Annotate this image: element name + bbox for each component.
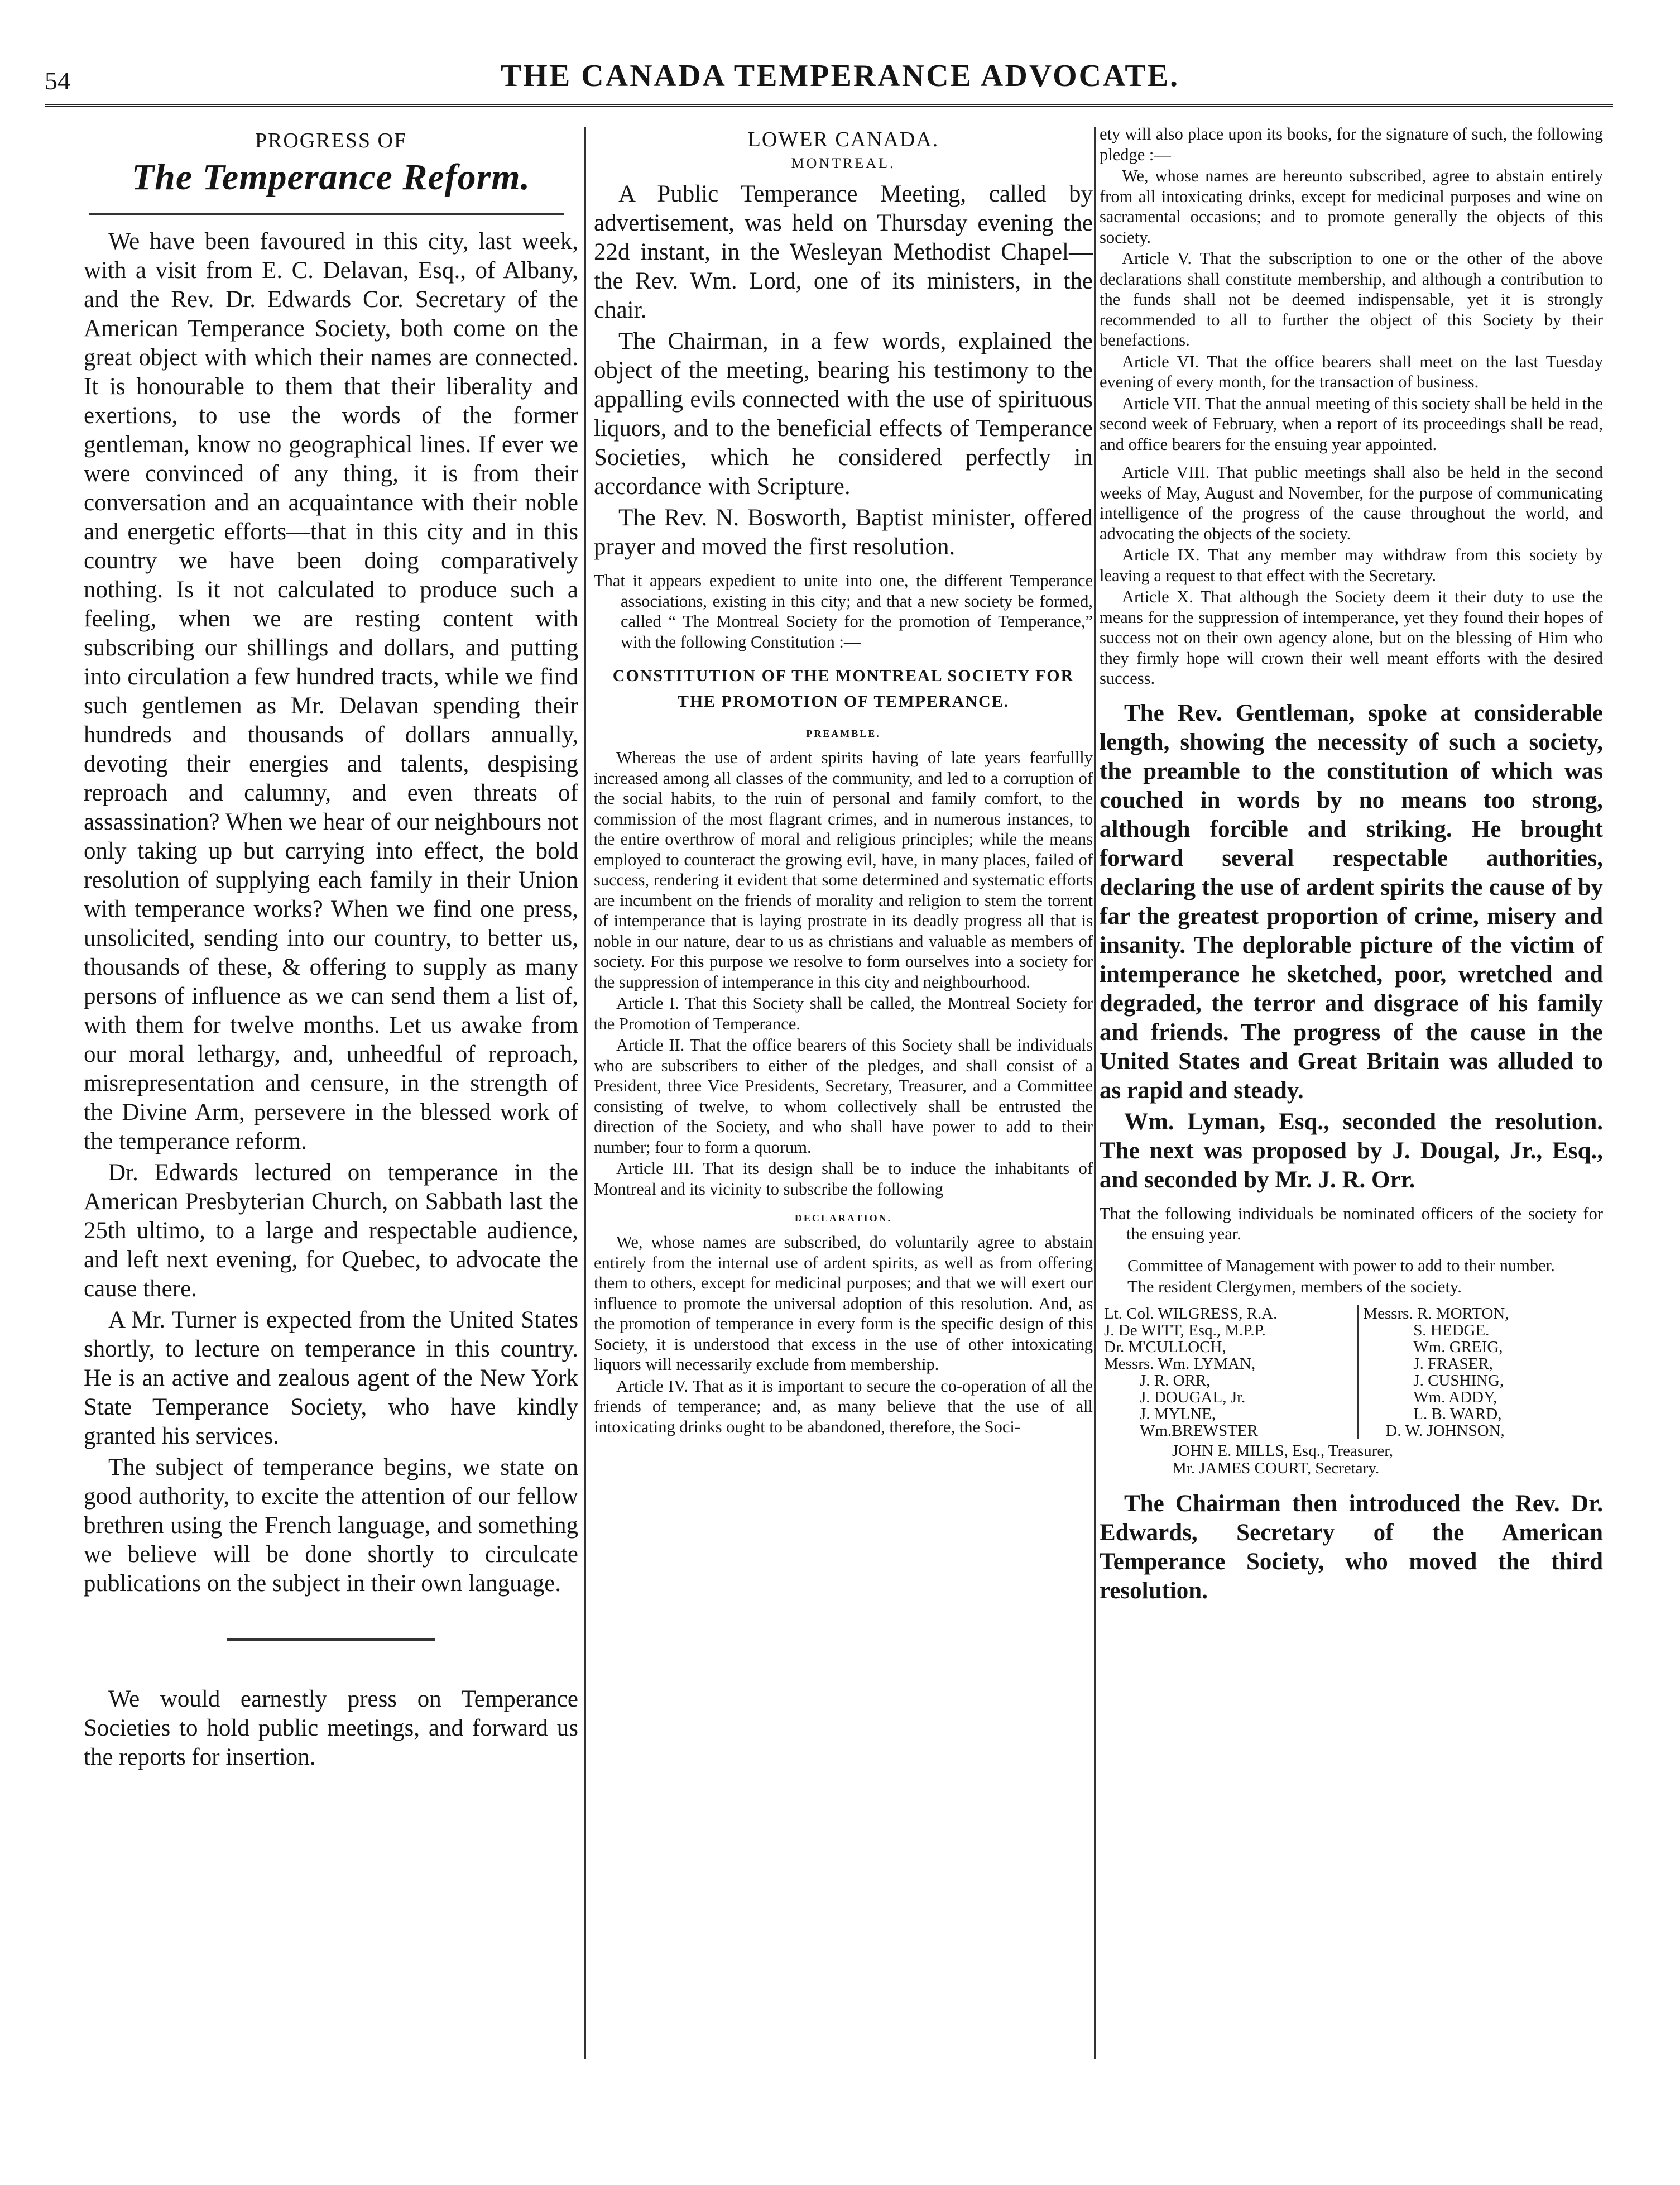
resolution-text: That it appears expedient to unite into one, the different Temperance associations, existing in this city; and that a new society be formed, called “ The Montreal Society for the promotion of Temperance,” with the following Constitution :— [594,571,1093,651]
committee-text: Committee of Management with power to add to their number. [1127,1256,1555,1275]
article-text: Article VIII. That public meetings shall also be held in the second weeks of May, August and November, for the purpose of communicating intelligence of the progress of the cause throughout the world, and advocating the objects of the society. [1100,463,1603,543]
article-text: Article II. That the office bearers of this Society shall be individuals who are subscribers to either of the pledges, and shall consist of a President, three Vice Presidents, Secretary, Treasurer, and a Committee consisting of twelve, to whom collectively shall be entrusted the direction of the Society, and who shall have power to add to their number; four to form a quorum. [594,1036,1093,1157]
officer-name: J. CUSHING, [1413,1371,1504,1389]
officer-name: Messrs. R. MORTON, [1363,1304,1509,1322]
article-kicker: PROGRESS OF [255,129,407,152]
article-text: Article I. That this Society shall be called, the Montreal Society for the Promotion of Temperance. [594,994,1093,1033]
column-middle [594,124,1093,1438]
officer-name: L. B. WARD, [1413,1405,1502,1423]
officer-name: S. HEDGE. [1413,1321,1490,1339]
header-rule [45,104,1613,107]
paragraph: The Rev. N. Bosworth, Baptist minister, offered prayer and moved the first resolution. [594,505,1093,560]
officer-name: D. W. JOHNSON, [1385,1421,1505,1440]
place-heading: MONTREAL. [791,155,896,171]
article-text: Article X. That although the Society deem it their duty to use the means for the suppression of intemperance, yet they found their hopes of success not on their own agency alone, but on the blessing of Him who they firmly hope will crown their well meant efforts with the desired success. [1100,587,1603,688]
article-text: Article VI. That the office bearers shall meet on the last Tuesday evening of every month, for the transaction of business. [1100,352,1603,391]
article-title: The Temperance Reform. [131,157,531,198]
officers-right [1359,1305,1603,1439]
speech-paragraph: Wm. Lyman, Esq., seconded the resolution. The next was proposed by J. Dougal, Jr., Esq., and seconded by Mr. J. R. Orr. [1100,1108,1603,1193]
clergy-text: The resident Clergymen, members of the society. [1127,1277,1462,1296]
section-divider [227,1638,435,1641]
article-text: Article IV. That as it is important to secure the co-operation of all the friends of temperance; and, as many believe that the use of all intoxicating drinks ought to be abandoned, therefore, the Soci- [594,1376,1093,1436]
paragraph: A Mr. Turner is expected from the United States shortly, to lecture on temperance in this country. He is an active and zealous agent of the New York State Temperance Society, who have kindly granted his services. [84,1307,578,1449]
secretary-line: Mr. JAMES COURT, Secretary. [1172,1459,1380,1477]
officer-name: J. MYLNE, [1140,1405,1216,1423]
constitution-heading: CONSTITUTION OF THE MONTREAL SOCIETY FOR THE PROMOTION OF TEMPERANCE. [612,667,1074,711]
pledge-text: We, whose names are hereunto subscribed, agree to abstain entirely from all intoxicating drinks, except for medicinal purposes and wine on sacramental occasions; and to promote generally the objects of this society. [1100,166,1603,247]
article-text: Article VII. That the annual meeting of this society shall be held in the second week of February, when a report of its proceedings shall be read, and office bearers for the ensuing year appointed. [1100,394,1603,454]
officer-name: J. R. ORR, [1140,1371,1211,1389]
officer-name: J. DOUGAL, Jr. [1140,1388,1246,1406]
speech-paragraph: The Rev. Gentleman, spoke at considerable length, showing the necessity of such a society, the preamble to the constitution of which was couched in words by no means too strong, although forcible and striking. He brought forward several respectable authorities, declaring the use of ardent spirits the cause of by far the greatest proportion of crime, misery and insanity. The deplorable picture of the victim of intemperance he sketched, poor, wretched and degraded, the terror and disgrace of his family and friends. The progress of the cause in the United States and Great Britain was alluded to as rapid and steady. [1100,699,1603,1104]
officer-name: Wm. GREIG, [1413,1338,1503,1356]
column-right [1100,124,1603,1608]
officers-list [1104,1305,1603,1439]
officer-name: J. De WITT, Esq., M.P.P. [1104,1321,1266,1339]
paragraph: The Chairman, in a few words, explained the object of the meeting, bearing his testimony to the appalling evils connected with the use of spirituous liquors, and to the beneficial effects of Temperance Societies, which he considered perfectly in accordance with Scripture. [594,328,1093,500]
column-left [84,124,578,1774]
declaration-heading: DECLARATION. [794,1213,892,1224]
closing-paragraph: We would earnestly press on Temperance Societies to hold public meetings, and forward us the reports for insertion. [84,1686,578,1770]
column-rule [584,127,586,2059]
preamble-text: Whereas the use of ardent spirits having of late years fearfullly increased among all classes of the community, and led to a corruption of the social habits, to the ruin of personal and family comfort, to the commission of the most flagrant crimes, and in numerous instances, to the entire overthrow of moral and religious principles; while the means employed to counteract the growing evil, have, in many places, failed of success, rendering it evident that some determined and systematic efforts are incumbent on the friends of morality and religion to stem the torrent of intemperance that is laying prostrate in its deadly progress all that is noble in our nature, dear to us as christians and valuable as members of society. For this purpose we resolve to form ourselves into a society for the suppression of intemperance in this city and neighbourhood. [594,748,1093,991]
column-rule [1094,127,1096,2059]
officers-left [1104,1305,1359,1439]
treasurer-line: JOHN E. MILLS, Esq., Treasurer, [1172,1441,1393,1460]
officer-name: Lt. Col. WILGRESS, R.A. [1104,1304,1278,1322]
page-number: 54 [45,66,70,95]
officer-name: Wm.BREWSTER [1140,1421,1258,1440]
paragraph: Dr. Edwards lectured on temperance in the American Presbyterian Church, on Sabbath last the 25th ultimo, to a large and respectable audience, and left next evening, for Quebec, to advocate the cause there. [84,1159,578,1302]
article-text: Article V. That the subscription to one or the other of the above declarations shall constitute membership, and although a contribution to the funds shall not be deemed indispensable, yet it is strongly recommended to all to further the object of this Society by their benefactions. [1100,249,1603,349]
officer-name: Dr. M'CULLOCH, [1104,1338,1226,1356]
section-heading: LOWER CANADA. [747,128,939,151]
continuation-text: ety will also place upon its books, for the signature of such, the following pledge :— [1100,124,1603,164]
officer-name: Wm. ADDY, [1413,1388,1497,1406]
paragraph: The subject of temperance begins, we state on good authority, to excite the attention of our fellow brethren using the French language, and something we believe will be done shortly to circulcate publications on the subject in their own language. [84,1454,578,1597]
paragraph: A Public Temperance Meeting, called by advertisement, was held on Thursday evening the 22d instant, in the Wesleyan Methodist Chapel—the Rev. Wm. Lord, one of its ministers, in the chair. [594,181,1093,323]
article-text: Article IX. That any member may withdraw from this society by leaving a request to that effect with the Secretary. [1100,545,1603,585]
nomination-text: That the following individuals be nominated officers of the society for the ensuing year. [1100,1204,1603,1243]
preamble-heading: PREAMBLE. [806,728,881,739]
declaration-text: We, whose names are subscribed, do voluntarily agree to abstain entirely from the internal use of ardent spirits, as well as from offering them to others, except for medicinal purposes; and that we will exert our influence to promote the universal adoption of this resolution. And, as the promotion of temperance in every form is the specific design of this Society, it is understood that excess in the use of other intoxicating liquors will necessarily exclude from membership. [594,1233,1093,1374]
running-head: THE CANADA TEMPERANCE ADVOCATE. [500,59,1180,93]
officer-name: Messrs. Wm. LYMAN, [1104,1354,1256,1373]
closing-paragraph: The Chairman then introduced the Rev. Dr. Edwards, Secretary of the American Temperance Society, who moved the third resolution. [1100,1490,1603,1604]
title-divider [89,213,564,215]
paragraph: We have been favoured in this city, last week, with a visit from E. C. Delavan, Esq., of Albany, and the Rev. Dr. Edwards Cor. Secretary of the American Temperance Society, both come on the great object with which their names are connected. It is honourable to them that their liberality and exertions, to use the words of the former gentleman, know no geographical lines. If ever we were convinced of any thing, it is from their conversation and an acquaintance with their noble and energetic efforts—that in this city and in this country we have been doing comparatively nothing. Is it not calculated to produce such a feeling, when we are resting content with subscribing our shillings and dollars, and putting into circulation a few hundred tracts, while we find such gentlemen as Mr. Delavan spending their hundreds and thousands of dollars annually, devoting their energies and talents, despising reproach and calumny, and even threats of assassination? When we hear of our neighbours not only taking up but carrying into effect, the bold resolution of supplying each family in their Union with temperance works? When we find one press, unsolicited, sending into our country, to better us, thousands of these, & offering to supply as many persons of influence as we can send them a list of, with them for twelve months. Let us awake from our moral lethargy, and, unheedful of reproach, misrepresentation and censure, in the strength of the Divine Arm, persevere in the blessed work of the temperance reform. [84,228,578,1154]
article-text: Article III. That its design shall be to induce the inhabitants of Montreal and its vicinity to subscribe the following [594,1159,1093,1199]
officer-name: J. FRASER, [1413,1354,1493,1373]
